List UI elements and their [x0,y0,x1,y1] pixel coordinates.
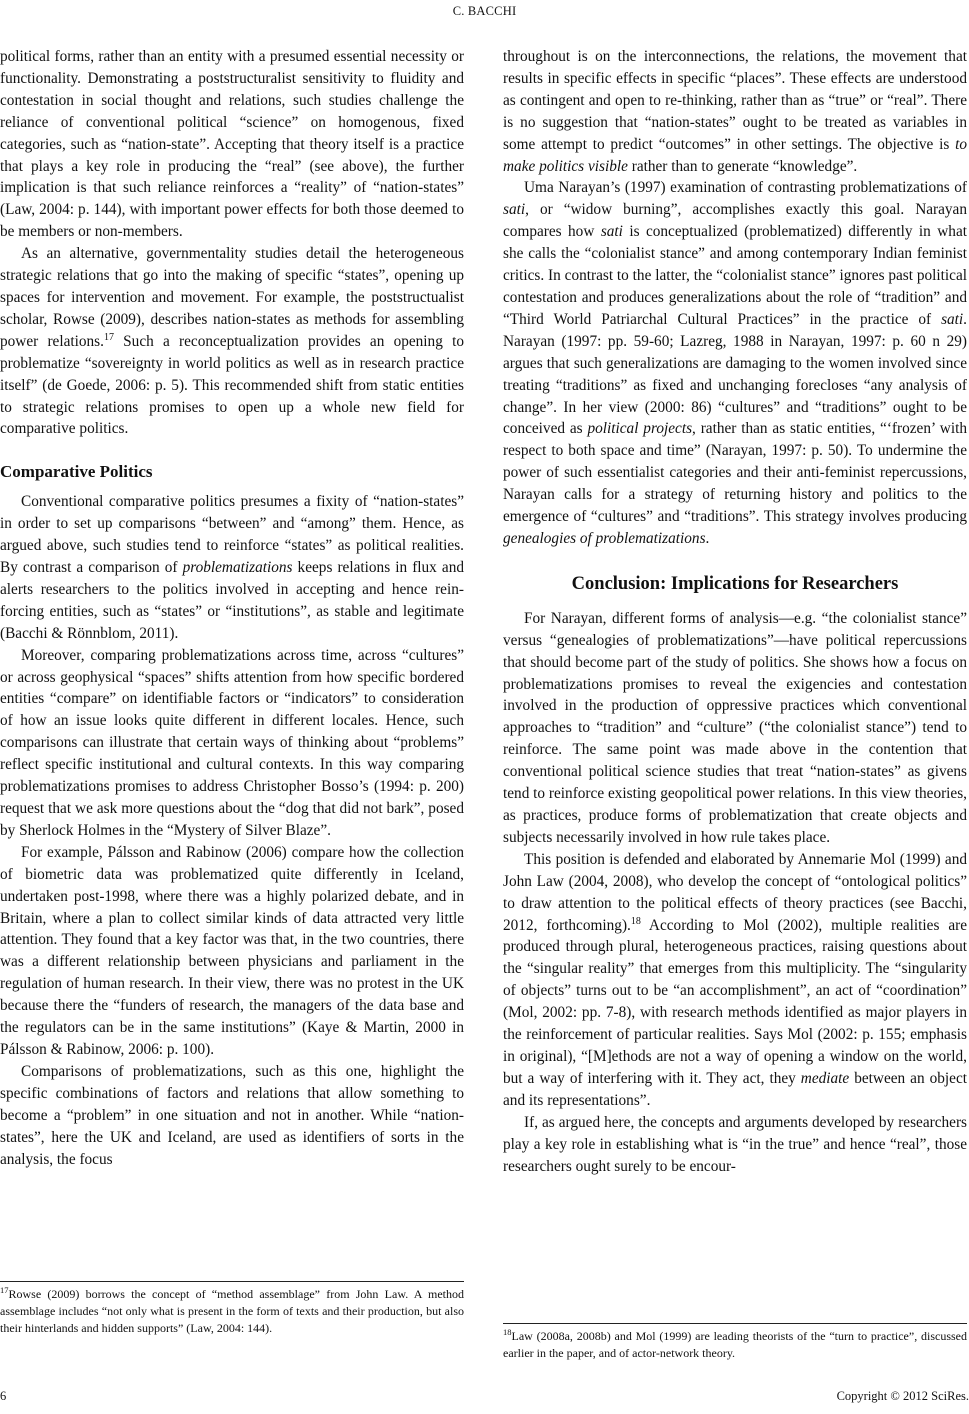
paragraph: For example, Pálsson and Rabinow (2006) compare how the collection of biometric data was problematized quite differently in Iceland, undertaken post-1998, where there was a highly polarized debate, and in Britain, where a plan to collect similar kinds of data attracted very little attention. They found that a key factor was that, in the two countries, there was a different relationship between physicians and parliament in the regulation of human research. In their view, there was no protest in the UK because there the “funders of research, the managers of the data base and the regulators can be in the same institutions” (Kaye & Martin, 2000 in Pálsson & Rabinow, 2006: p. 100). [0,843,464,1058]
footnote-ref-17[interactable]: 17 [103,331,114,343]
footnote-17: $^{17}$Rowse (2009) borrows the concept of “method assemblage” from John Law. A method assemblage includes “not only what is present in the form of texts and their production, but also their hinterlands and hidden supports” (Law, 2004: 144). [0,1285,464,1336]
paragraph: political forms, rather than an entity with a presumed essential necessity or functionality. Demonstrating a poststructuralist sensitivity to fluidity and contestation in social thought and relations, such studies challenge the reliance of conventional political “science” on homogenous, fixed categories, such as “nation-state”. Accepting that theory itself is a practice that plays a key role in producing the “real” (see above), the further implication is that such reliance reinforces a “reality” of “nation-states” (Law, 2004: p. 144), with important power effects for both those deemed to be members or non-members. [0,48,464,241]
paragraph: As an alternative, governmentality studies detail the heterogeneous strategic relations that go into the making of specific “states”, opening up spaces for intervention and movement. For example, the poststructualist scholar, Rowse (2009), describes nation-states as methods for assembling power relations.$^{17}$ Such a reconceptualization provides an opening to problematize “sovereignty in world politics as well as in research practice itself” (de Goede, 2006: p. 5). This recommended shift from static entities to strategic relations promises to open up a whole new field for comparative politics. [0,245,464,438]
section-heading-comparative-politics: Comparative Politics [0,462,153,482]
footnote-rule [0,1281,464,1282]
paragraph: Moreover, comparing problematizations across time, across “cultures” or across geophysical “spaces” shifts attention from how specific bordered entities “compare” on identifiable factors or “indicators” to consideration of how an issue looks quite different in different locales. Hence, such comparisons can illustrate that certain ways of thinking about “problems” reflect specific institutional and cultural contexts. In this way comparing problematizations promises to address Christopher Bosso’s (1994: p. 200) request that we ask more questions about the “dog that did not bark”, posed by Sherlock Holmes in the “Mystery of Silver Blaze”. [0,646,464,839]
footnote-18: $^{18}$Law (2008a, 2008b) and Mol (1999) are leading theorists of the “turn to practice”, discussed earlier in the paper, and of actor-network theory. [503,1327,967,1361]
paragraph: Comparisons of problematizations, such as this one, highlight the specific combinations of factors and relations that allow something to become a “problem” in one situation and not in another. While “nation-states”, here the UK and Iceland, are used as identifiers of sorts in the analysis, the focus [0,1062,464,1168]
left-column [0,46,464,1170]
paragraph: Uma Narayan’s (1997) examination of contrasting problematizations of sati, or “widow burning”, accomplishes exactly this goal. Narayan compares how sati is conceptualized (problematized) differently in what she calls the “colonialist stance” and among contemporary Indian feminist critics. In contrast to the latter, the “colonialist stance” ignores past political contestation and produces generalizations about the role of “tradition” and “Third World Patriarchal Cultural Practices” in the practice of sati. Narayan (1997: pp. 59-60; Lazreg, 1988 in Narayan, 1997: p. 60 n 29) argues that such generalizations are damaging to the women involved since treating “traditions” as fixed and unchanging forecloses “any analysis of change”. In her view (2000: 86) “cultures” and “traditions” ought to be conceived as political projects, rather than as static entities, “‘frozen’ with respect to both space and time” (Narayan, 1997: p. 50). To undermine the power of such essentialist categories and their anti-feminist repercussions, Narayan calls for a strategy of returning history and politics to the emergence of “cultures” and “traditions”. This strategy involves producing genealogies of problematizations. [503,179,967,547]
footnote-ref-18[interactable]: 18 [630,915,641,927]
paragraph: throughout is on the interconnections, the relations, the movement that results in specific effects in specific “places”. These effects are understood as contingent and open to re-thinking, rather than as “true” or “real”. There is no suggestion that “nation-states” ought to be treated as variables in some attempt to predict “outcomes” in other settings. The objective is to make politics visible rather than to generate “knowledge”. [503,48,967,175]
footnote-rule [503,1323,967,1324]
paragraph: If, as argued here, the concepts and arguments developed by researchers play a key role in establishing what is “in the true” and hence “real”, those researchers ought surely to be encour- [503,1113,967,1175]
paragraph: For Narayan, different forms of analysis—e.g. “the colonialist stance” versus “genealogies of problematizations”—have political repercussions that should become part of the study of politics. She shows how a focus on problematizations promises to reveal the exigencies and contestation involved in the production of oppressive practices which conventional approaches to “tradition” and “culture” (“the colonialist stance”) tend to reinforce. The same point was made above in the contention that conventional political science studies that treat “nation-states” as givens tend to reinforce existing geopolitical power relations. In this view theories, as practices, produce forms of problematization that create objects and subjects necessarily involved in how rule takes place. [503,609,967,846]
page-number: 6 [0,1389,7,1403]
paragraph: Conventional comparative politics presumes a fixity of “nation-states” in order to set up comparisons “between” and “among” them. Hence, as argued above, such studies tend to reinforce “states” as political realities. By contrast a comparison of problematizations keeps relations in flux and alerts researchers to the politics involved in accepting and hence reinforcing entities, such as “states” or “institutions”, as stable and legitimate (Bacchi & Rönnblom, 2011). [0,493,464,642]
running-head: C. BACCHI [452,4,517,18]
section-heading-conclusion: Conclusion: Implications for Researchers [571,573,899,594]
right-column [503,46,967,1177]
paragraph: This position is defended and elaborated by Annemarie Mol (1999) and John Law (2004, 2008), who develop the concept of “ontological politics” to draw attention to the political effects of theory practices (see Bacchi, 2012, forthcoming).$^{18}$ According to Mol (2002), multiple realities are produced through plural, heterogeneous practices, raising questions about the “singular reality” that emerges from this multiplicity. The “singularity of objects” turns out to be “an accomplishment”, an act of “coordination” (Mol, 2002: pp. 7-8), with research methods identified as major players in the reinforcement of particular realities. Says Mol (2002: p. 155; emphasis in original), “[M]ethods are not a way of opening a window on the world, but a way of interfering with it. They act, they mediate between an object and its representations”. [503,850,967,1109]
copyright-notice: Copyright © 2012 SciRes. [836,1389,969,1403]
